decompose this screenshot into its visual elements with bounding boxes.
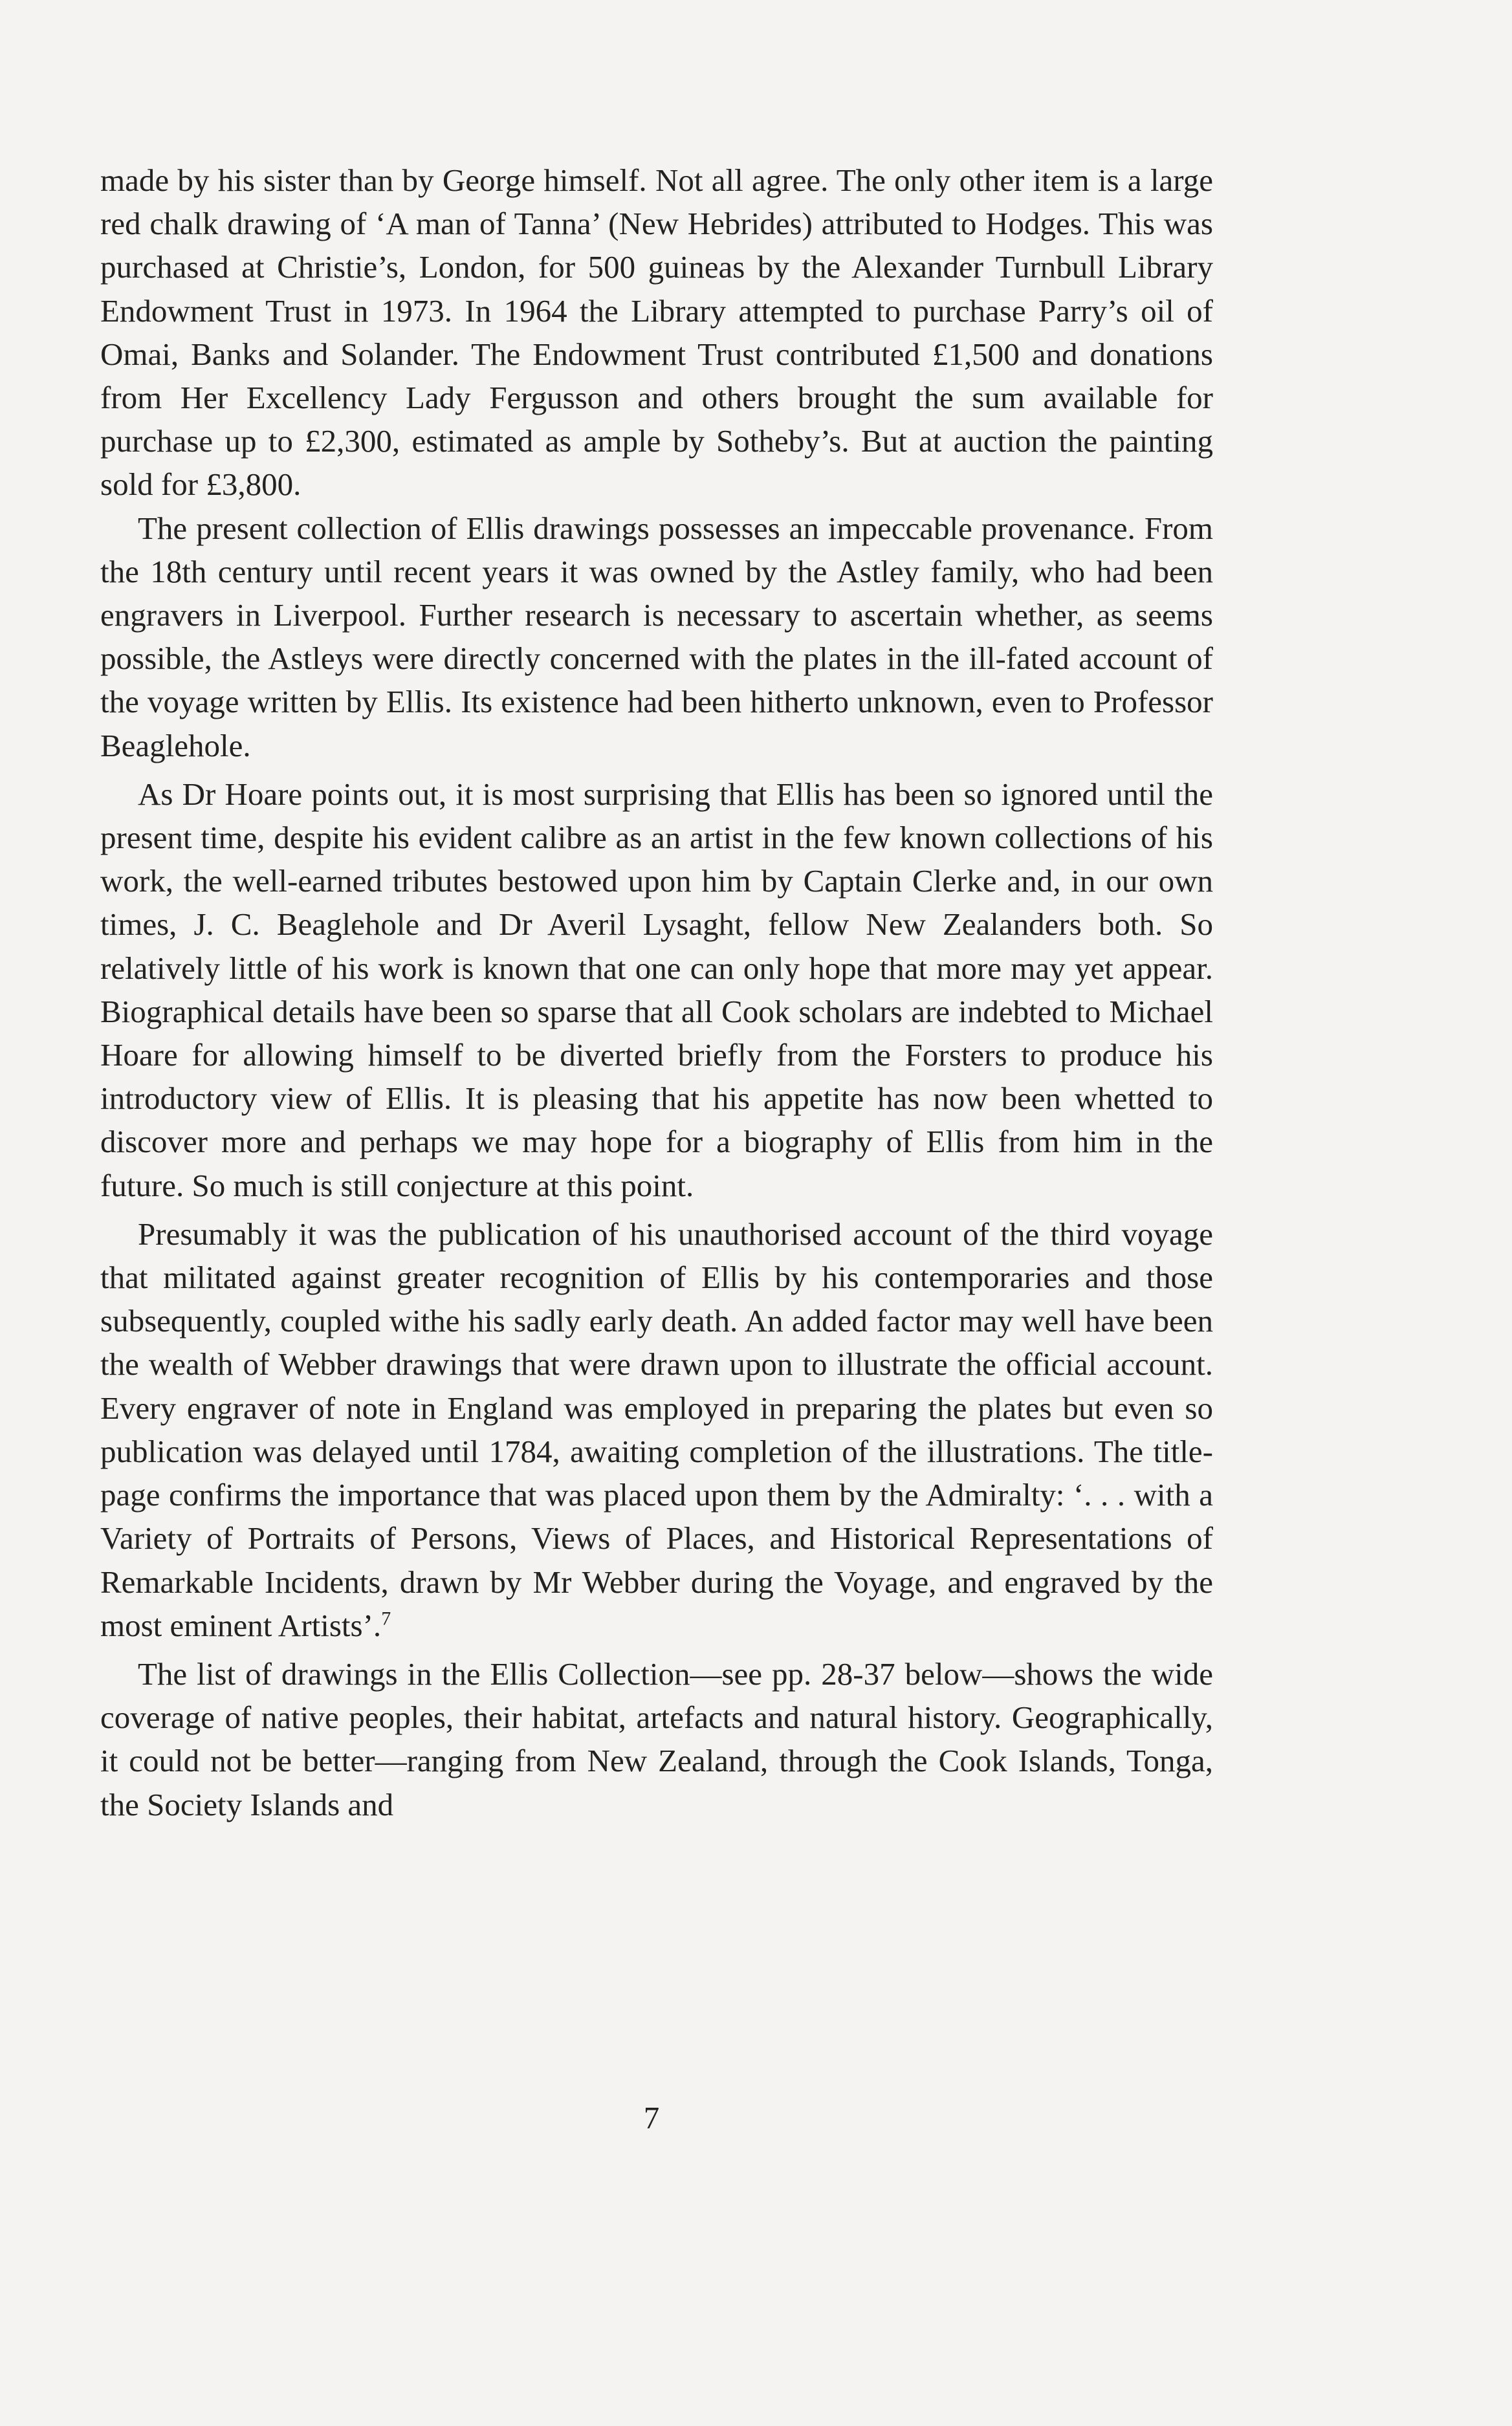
paragraph-1: made by his sister than by George himself. Not all agree. The only other item is a large red chalk drawing of ‘A man of Tanna’ (New Hebrides) attributed to Hodges. This was purchased at Christie’s, London, for 500 guineas by the Alexander Turnbull Library Endowment Trust in 1973. In 1964 the Library attempted to purchase Parry’s oil of Omai, Banks and Solander. The Endowment Trust contributed £1,500 and donations from Her Excellency Lady Fergusson and others brought the sum available for purchase up to £2,300, estimated as ample by Sotheby’s. But at auction the painting sold for £3,800. — [100, 162, 1213, 503]
paragraph-3: As Dr Hoare points out, it is most surprising that Ellis has been so ignored until the present time, despite his evident calibre as an artist in the few known collections of his work, the well-earned tributes bestowed upon him by Captain Clerke and, in our own times, J. C. Beaglehole and Dr Averil Lysaght, fellow New Zealanders both. So relatively little of his work is known that one can only hope that more may yet appear. Biographical details have been so sparse that all Cook scholars are indebted to Michael Hoare for allowing himself to be diverted briefly from the Forsters to produce his introductory view of Ellis. It is pleasing that his appetite has now been whetted to discover more and perhaps we may hope for a biography of Ellis from him in the future. So much is still conjecture at this point. — [100, 776, 1213, 1203]
paragraph-2: The present collection of Ellis drawings possesses an impeccable provenance. From the 18th century until recent years it was owned by the Astley family, who had been engravers in Liverpool. Further research is necessary to ascertain whether, as seems possible, the Astleys were directly concerned with the plates in the ill-fated account of the voyage written by Ellis. Its existence had been hitherto unknown, even to Professor Beaglehole. — [100, 510, 1213, 763]
paragraph-4 — [100, 1212, 1213, 1647]
body-text — [100, 158, 1213, 1826]
paragraph-5: The list of drawings in the Ellis Collection—see pp. 28-37 below—shows the wide coverage of native peoples, their habitat, artefacts and natural history. Geographically, it could not be better—ranging from New Zealand, through the Cook Islands, Tonga, the Society Islands and — [100, 1656, 1213, 1822]
page-number: 7 — [643, 2100, 660, 2136]
paragraph-4-text: Presumably it was the publication of his unauthorised account of the third voyage that militated against greater recognition of Ellis by his contemporaries and those subsequently, coupled withe his sadly early death. An added factor may well have been the wealth of Webber drawings that were drawn upon to illustrate the official account. Every engraver of note in England was employed in preparing the plates but even so publication was delayed until 1784, awaiting completion of the illustrations. The title-page confirms the importance that was placed upon them by the Admiralty: ‘. . . with a Variety of Portraits of Persons, Views of Places, and Historical Representations of Remarkable Incidents, drawn by Mr Webber during the Voyage, and engraved by the most eminent Artists’. — [100, 1216, 1213, 1643]
footnote-marker: 7 — [381, 1608, 391, 1630]
